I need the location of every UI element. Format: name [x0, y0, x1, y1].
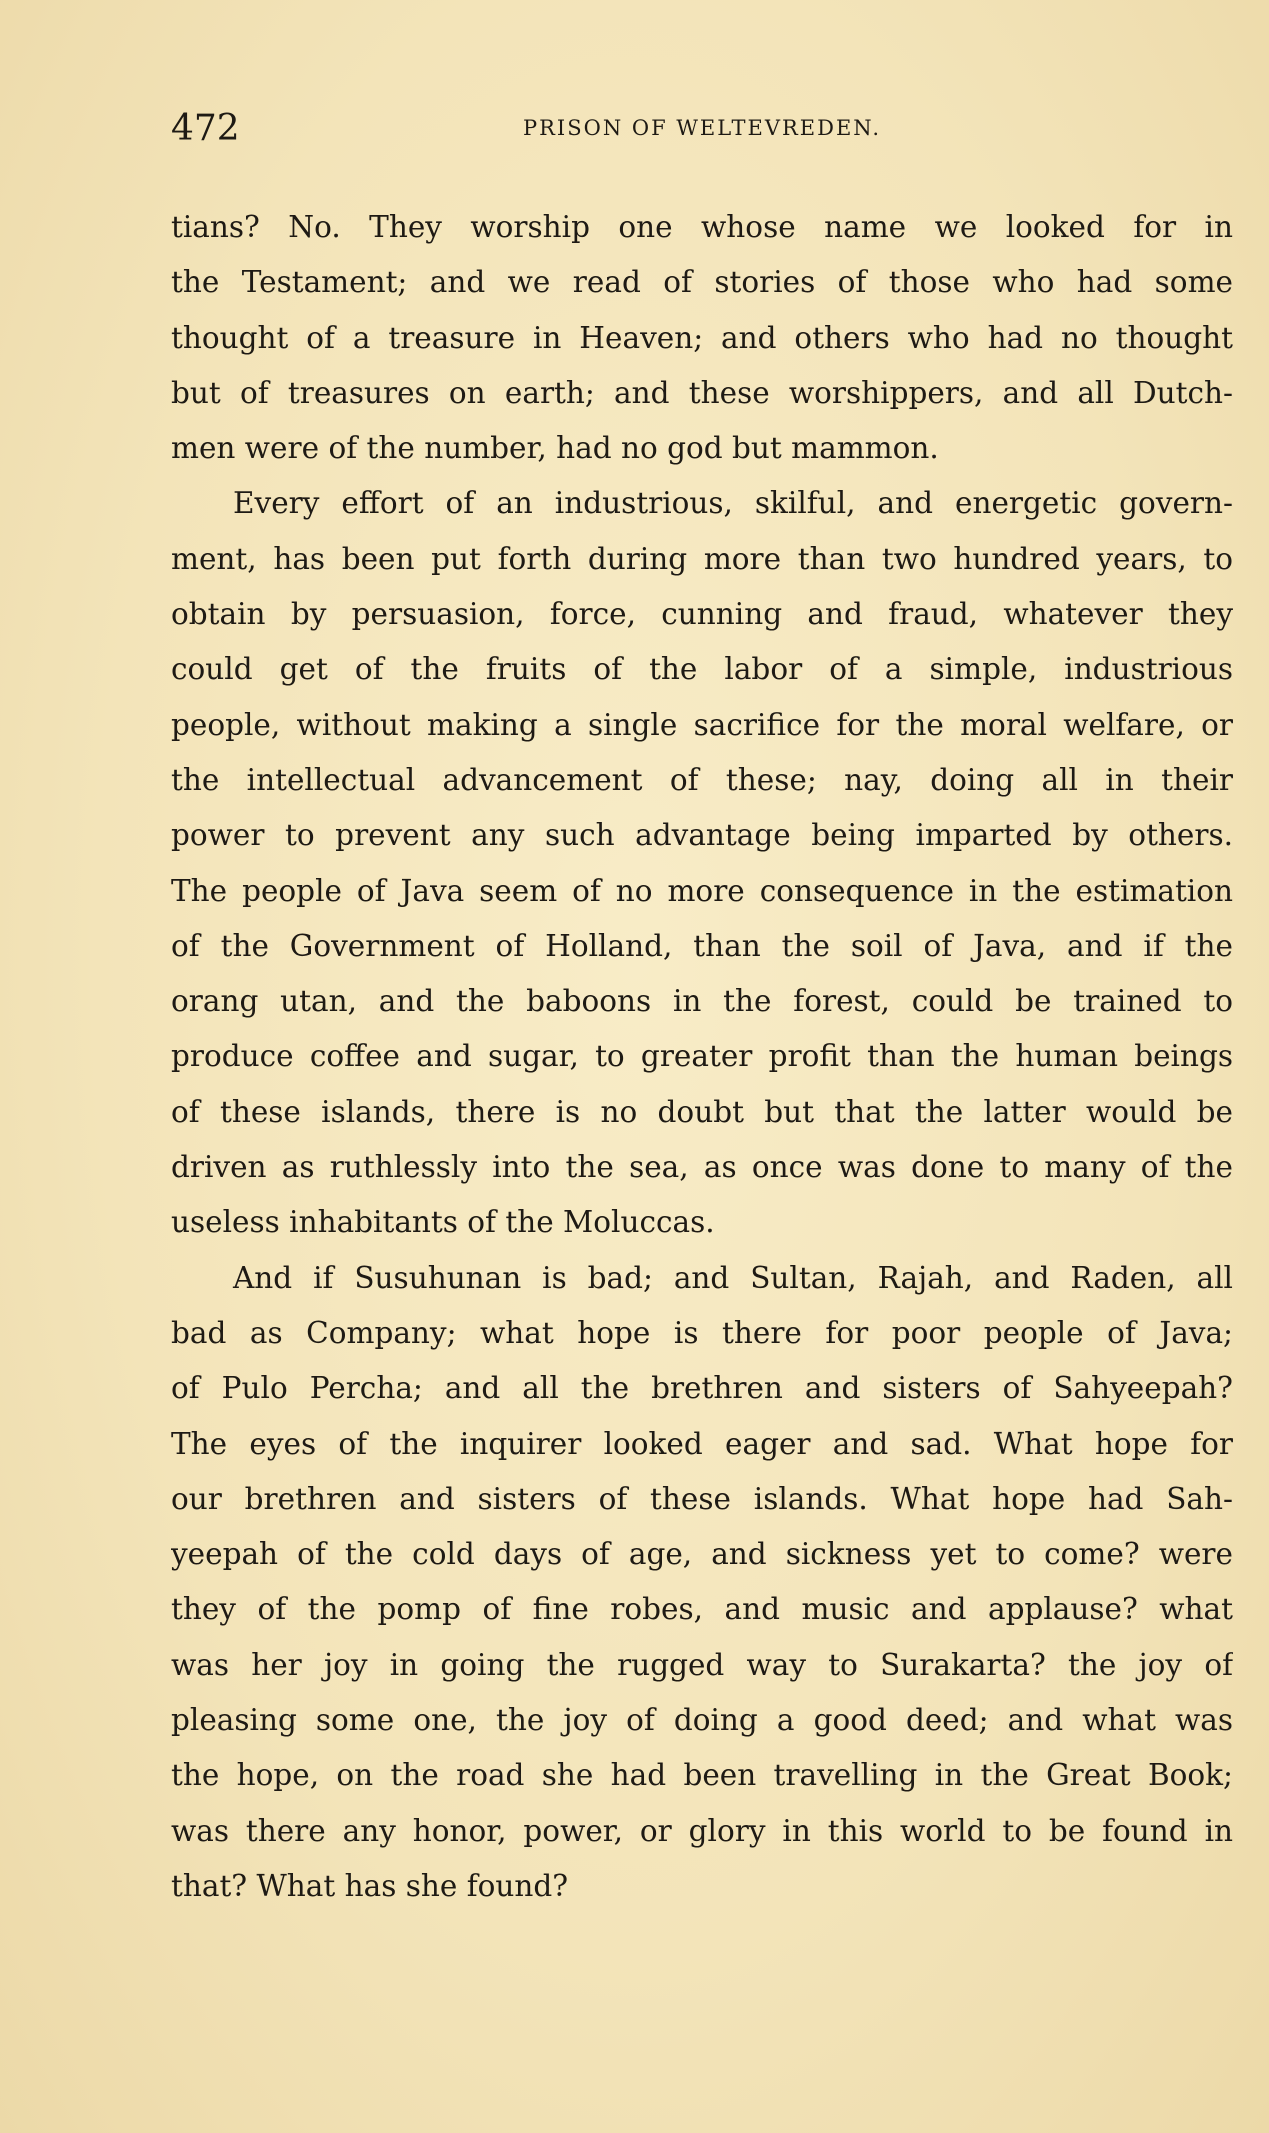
text-line: obtain by persuasion, force, cunning and fraud, whatever they	[171, 597, 1233, 632]
text-line: ment, has been put forth during more than two hundred years, to	[171, 541, 1233, 576]
text-line: And if Susuhunan is bad; and Sultan, Rajah, and Raden, all	[233, 1260, 1233, 1295]
text-line: orang utan, and the baboons in the forest, could be trained to	[171, 984, 1233, 1019]
text-line: pleasing some one, the joy of doing a good deed; and what was	[171, 1703, 1233, 1738]
text-line: yeepah of the cold days of age, and sickness yet to come? were	[171, 1537, 1233, 1572]
text-line: our brethren and sisters of these islands. What hope had Sah-	[171, 1481, 1233, 1516]
text-line: of the Government of Holland, than the soil of Java, and if the	[171, 928, 1233, 963]
text-line: people, without making a single sacrifice for the moral welfare, or	[171, 707, 1233, 742]
text-line: tians? No. They worship one whose name we looked for in	[171, 210, 1233, 244]
text-line: of these islands, there is no doubt but that the latter would be	[171, 1094, 1233, 1129]
text-line: of Pulo Percha; and all the brethren and sisters of Sahyeepah?	[171, 1371, 1233, 1406]
text-line: men were of the number, had no god but mammon.	[171, 431, 939, 466]
text-line: Every effort of an industrious, skilful, and energetic govern-	[233, 486, 1233, 521]
running-head: PRISON OF WELTEVREDEN.	[522, 116, 881, 140]
text-line: The people of Java seem of no more consequence in the estimation	[171, 873, 1233, 908]
text-line: could get of the fruits of the labor of a simple, industrious	[171, 652, 1233, 687]
body-text	[171, 200, 1233, 1914]
text-line: thought of a treasure in Heaven; and others who had no thought	[171, 320, 1233, 355]
text-line: the hope, on the road she had been travelling in the Great Book;	[171, 1758, 1233, 1793]
paragraph	[171, 1251, 1233, 1915]
text-line: useless inhabitants of the Moluccas.	[171, 1205, 715, 1240]
paragraph	[171, 476, 1233, 1250]
text-line: produce coffee and sugar, to greater profit than the human beings	[171, 1039, 1233, 1074]
text-line: bad as Company; what hope is there for poor people of Java;	[171, 1315, 1233, 1350]
paragraph	[171, 200, 1233, 476]
page-number: 472	[171, 108, 240, 149]
text-line: driven as ruthlessly into the sea, as once was done to many of the	[171, 1150, 1233, 1185]
text-line: that? What has she found?	[171, 1868, 569, 1903]
text-line: but of treasures on earth; and these worshippers, and all Dutch-	[171, 375, 1233, 410]
text-line: power to prevent any such advantage being imparted by others.	[171, 818, 1233, 853]
text-line: was her joy in going the rugged way to Surakarta? the joy of	[171, 1647, 1233, 1682]
text-line: was there any honor, power, or glory in this world to be found in	[171, 1813, 1233, 1848]
text-line: the intellectual advancement of these; nay, doing all in their	[171, 762, 1233, 797]
text-line: the Testament; and we read of stories of those who had some	[171, 265, 1233, 300]
text-line: they of the pomp of fine robes, and music and applause? what	[171, 1592, 1233, 1627]
text-line: The eyes of the inquirer looked eager and sad. What hope for	[171, 1426, 1233, 1461]
page-header	[171, 108, 1233, 154]
